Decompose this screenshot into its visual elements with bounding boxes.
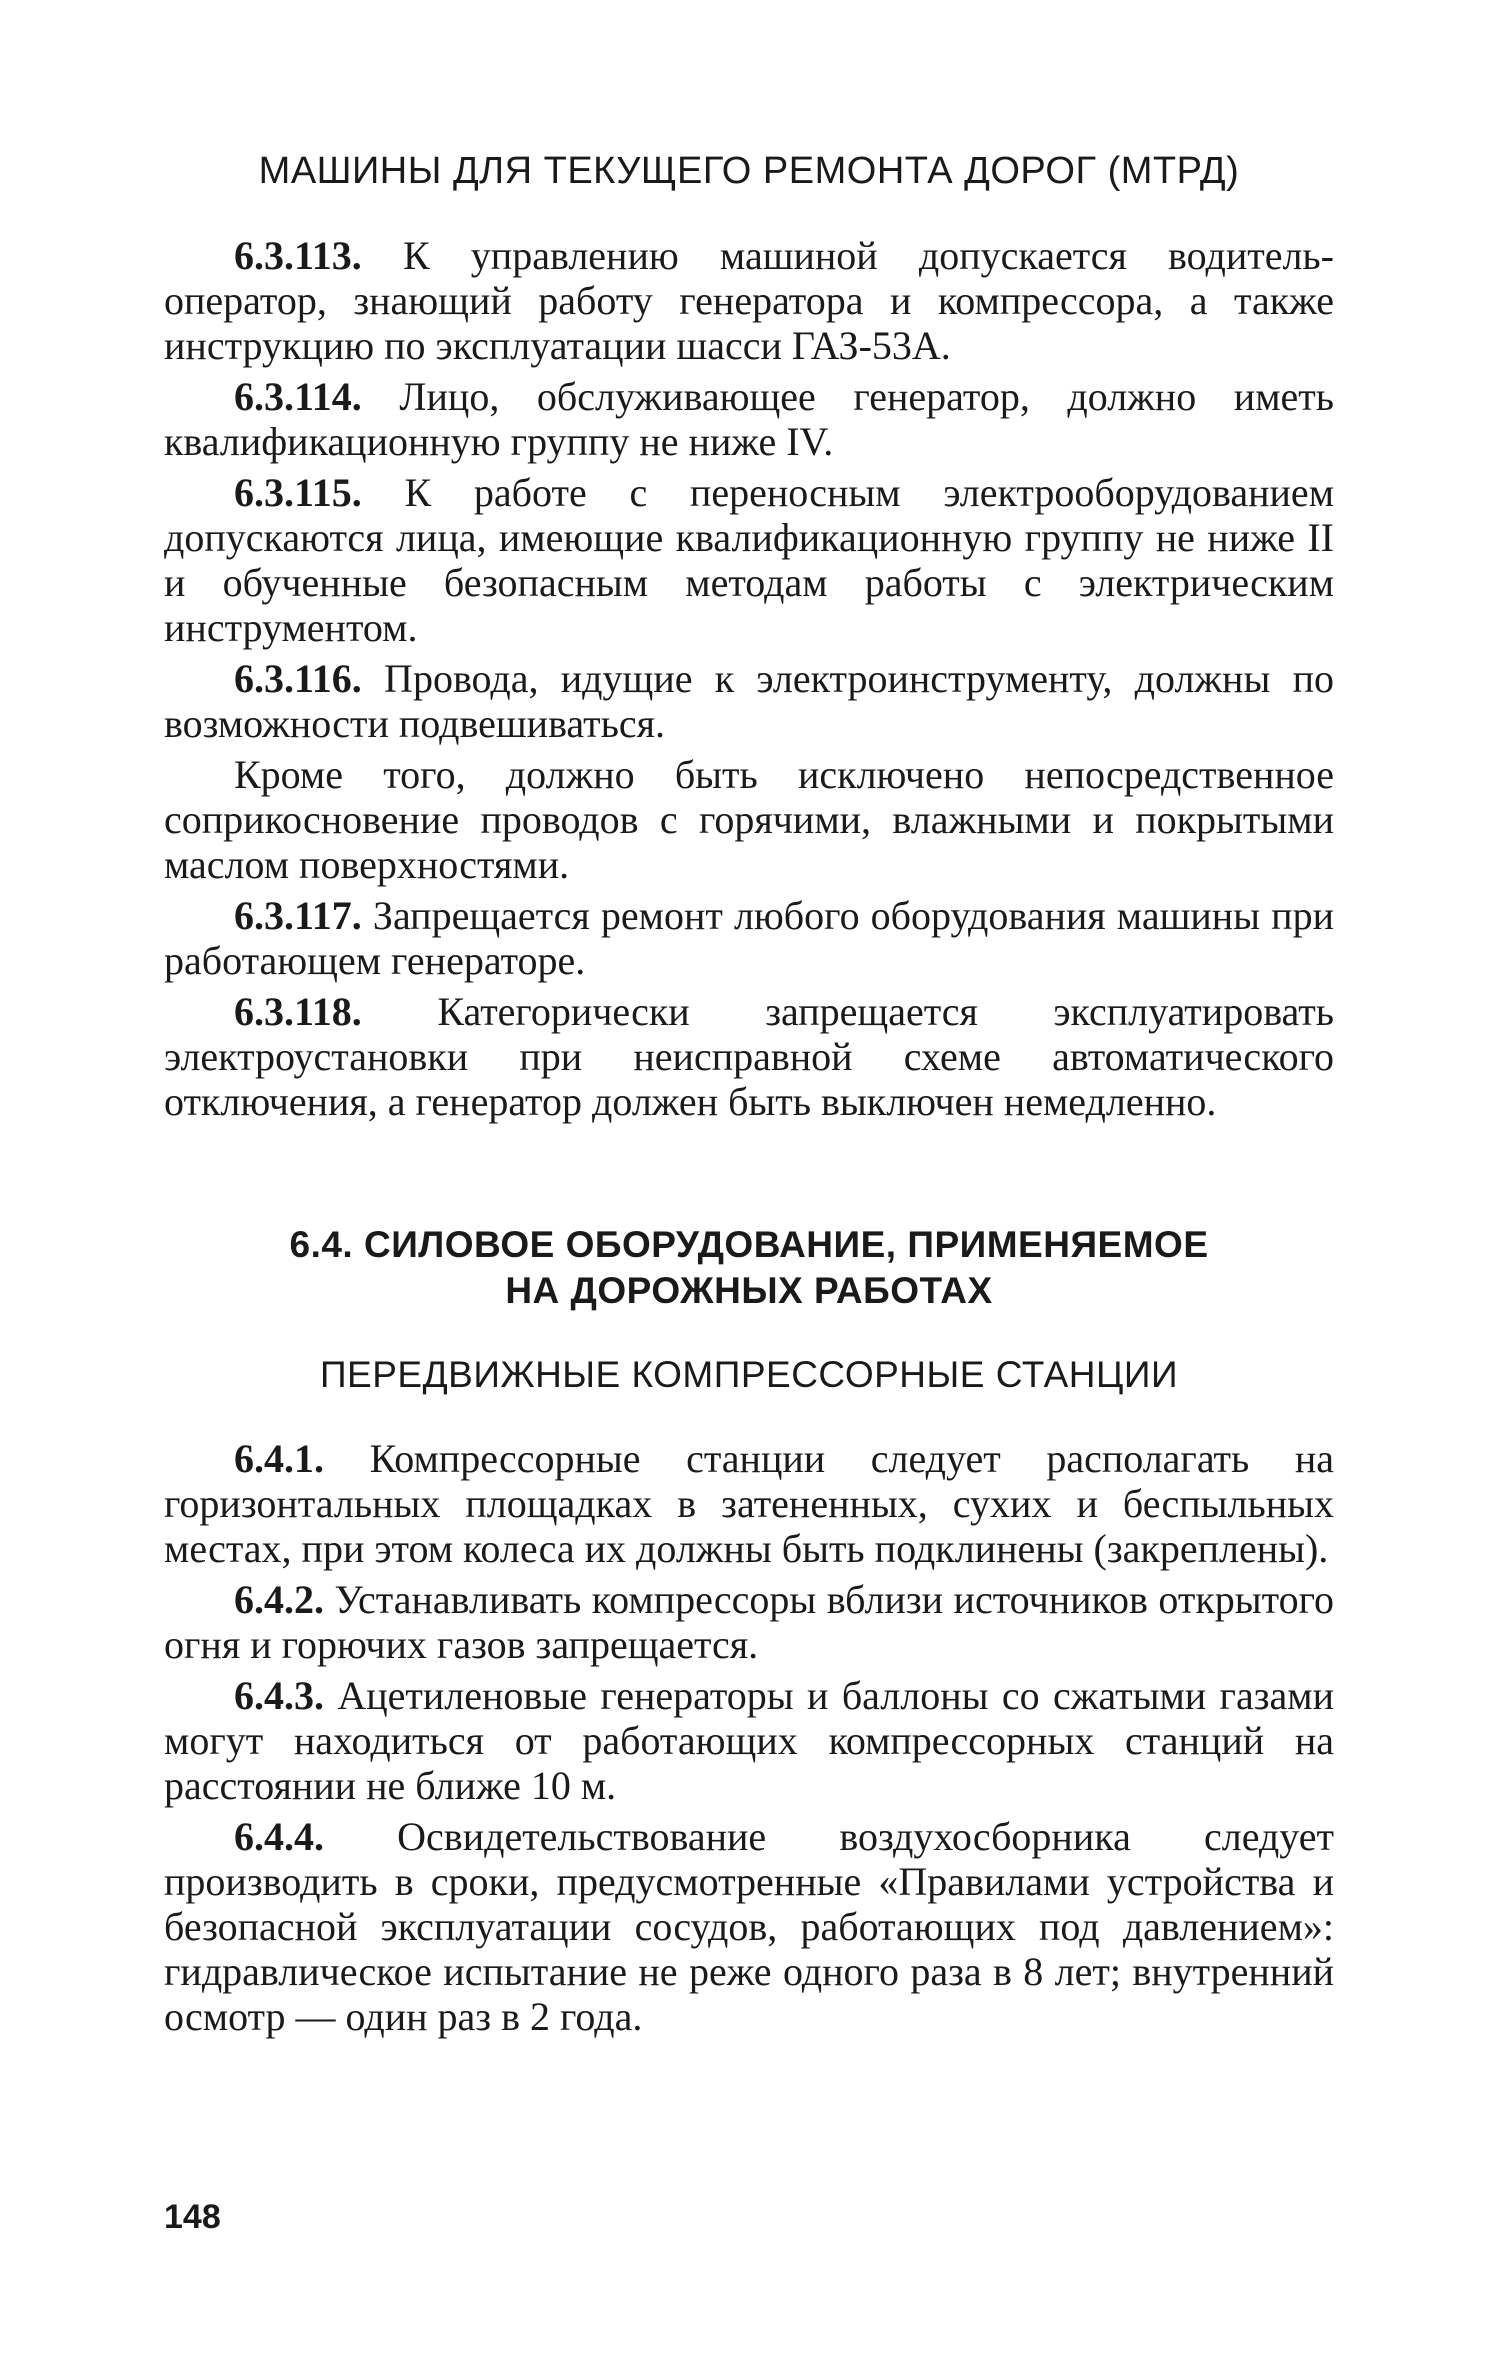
clause-number: 6.3.117. — [234, 893, 362, 938]
clause-text: Устанавливать компрессоры вблизи источников открытого огня и горючих газов запрещается. — [164, 1577, 1334, 1667]
page-heading: МАШИНЫ ДЛЯ ТЕКУЩЕГО РЕМОНТА ДОРОГ (МТРД) — [258, 150, 1240, 192]
clause-text: Категорически запрещается эксплуатировать электроустановки при неисправной схеме автоматического отключения, а генератор должен быть выключен немедленно. — [164, 989, 1334, 1124]
clause-text: Запрещается ремонт любого оборудования машины при работающем генераторе. — [164, 893, 1334, 983]
paragraph-6-3-117 — [164, 893, 1334, 983]
clause-text: Освидетельствование воздухосборника следует производить в сроки, предусмотренные «Правилами устройства и безопасной эксплуатации сосудов, работающих под давлением»: гидравлическое испытание не реже одного раза в 8 лет; внутренний осмотр — один раз в 2 года. — [164, 1814, 1334, 2039]
paragraph-6-3-115 — [164, 470, 1334, 650]
clause-number: 6.4.1. — [234, 1436, 324, 1481]
paragraph-6-3-114 — [164, 374, 1334, 464]
section-title-line-2: НА ДОРОЖНЫХ РАБОТАХ — [505, 1270, 993, 1311]
clause-text: Лицо, обслуживающее генератор, должно иметь квалификационную группу не ниже IV. — [164, 374, 1334, 464]
clause-text: Ацетиленовые генераторы и баллоны со сжатыми газами могут находиться от работающих компрессорных станций на расстоянии не ближе 10 м. — [164, 1673, 1334, 1808]
clause-number: 6.4.3. — [234, 1673, 324, 1718]
clause-text: Кроме того, должно быть исключено непосредственное соприкосновение проводов с горячими, влажными и покрытыми маслом поверхностями. — [164, 752, 1334, 887]
paragraph-continuation — [164, 752, 1334, 887]
clause-text: Провода, идущие к электроинструменту, должны по возможности подвешиваться. — [164, 656, 1334, 746]
paragraph-6-3-113 — [164, 233, 1334, 368]
clause-text: К работе с переносным электрооборудованием допускаются лица, имеющие квалификационную группу не ниже II и обученные безопасным методам работы с электрическим инструментом. — [164, 470, 1334, 650]
section-title — [164, 1222, 1334, 1314]
section-subheading: ПЕРЕДВИЖНЫЕ КОМПРЕССОРНЫЕ СТАНЦИИ — [319, 1354, 1179, 1395]
clause-number: 6.4.2. — [234, 1577, 324, 1622]
page-number: 148 — [164, 2198, 221, 2236]
clause-number: 6.3.114. — [234, 374, 362, 419]
page-body — [164, 150, 1334, 2045]
paragraph-6-3-116 — [164, 656, 1334, 746]
clause-number: 6.3.113. — [234, 233, 362, 278]
clause-number: 6.3.115. — [234, 470, 362, 515]
paragraph-6-4-2 — [164, 1577, 1334, 1667]
paragraph-6-4-3 — [164, 1673, 1334, 1808]
clause-number: 6.3.116. — [234, 656, 362, 701]
paragraph-6-4-4 — [164, 1814, 1334, 2039]
clause-number: 6.4.4. — [234, 1814, 324, 1859]
paragraph-6-3-118 — [164, 989, 1334, 1124]
clause-text: Компрессорные станции следует располагать на горизонтальных площадках в затененных, сухих и беспыльных местах, при этом колеса их должны быть подклинены (закреплены). — [164, 1436, 1334, 1571]
clause-number: 6.3.118. — [234, 989, 362, 1034]
section-title-line-1: 6.4. СИЛОВОЕ ОБОРУДОВАНИЕ, ПРИМЕНЯЕМОЕ — [289, 1224, 1209, 1265]
clause-text: К управлению машиной допускается водитель-оператор, знающий работу генератора и компрессора, а также инструкцию по эксплуатации шасси ГАЗ-53А. — [164, 233, 1334, 368]
paragraph-6-4-1 — [164, 1436, 1334, 1571]
